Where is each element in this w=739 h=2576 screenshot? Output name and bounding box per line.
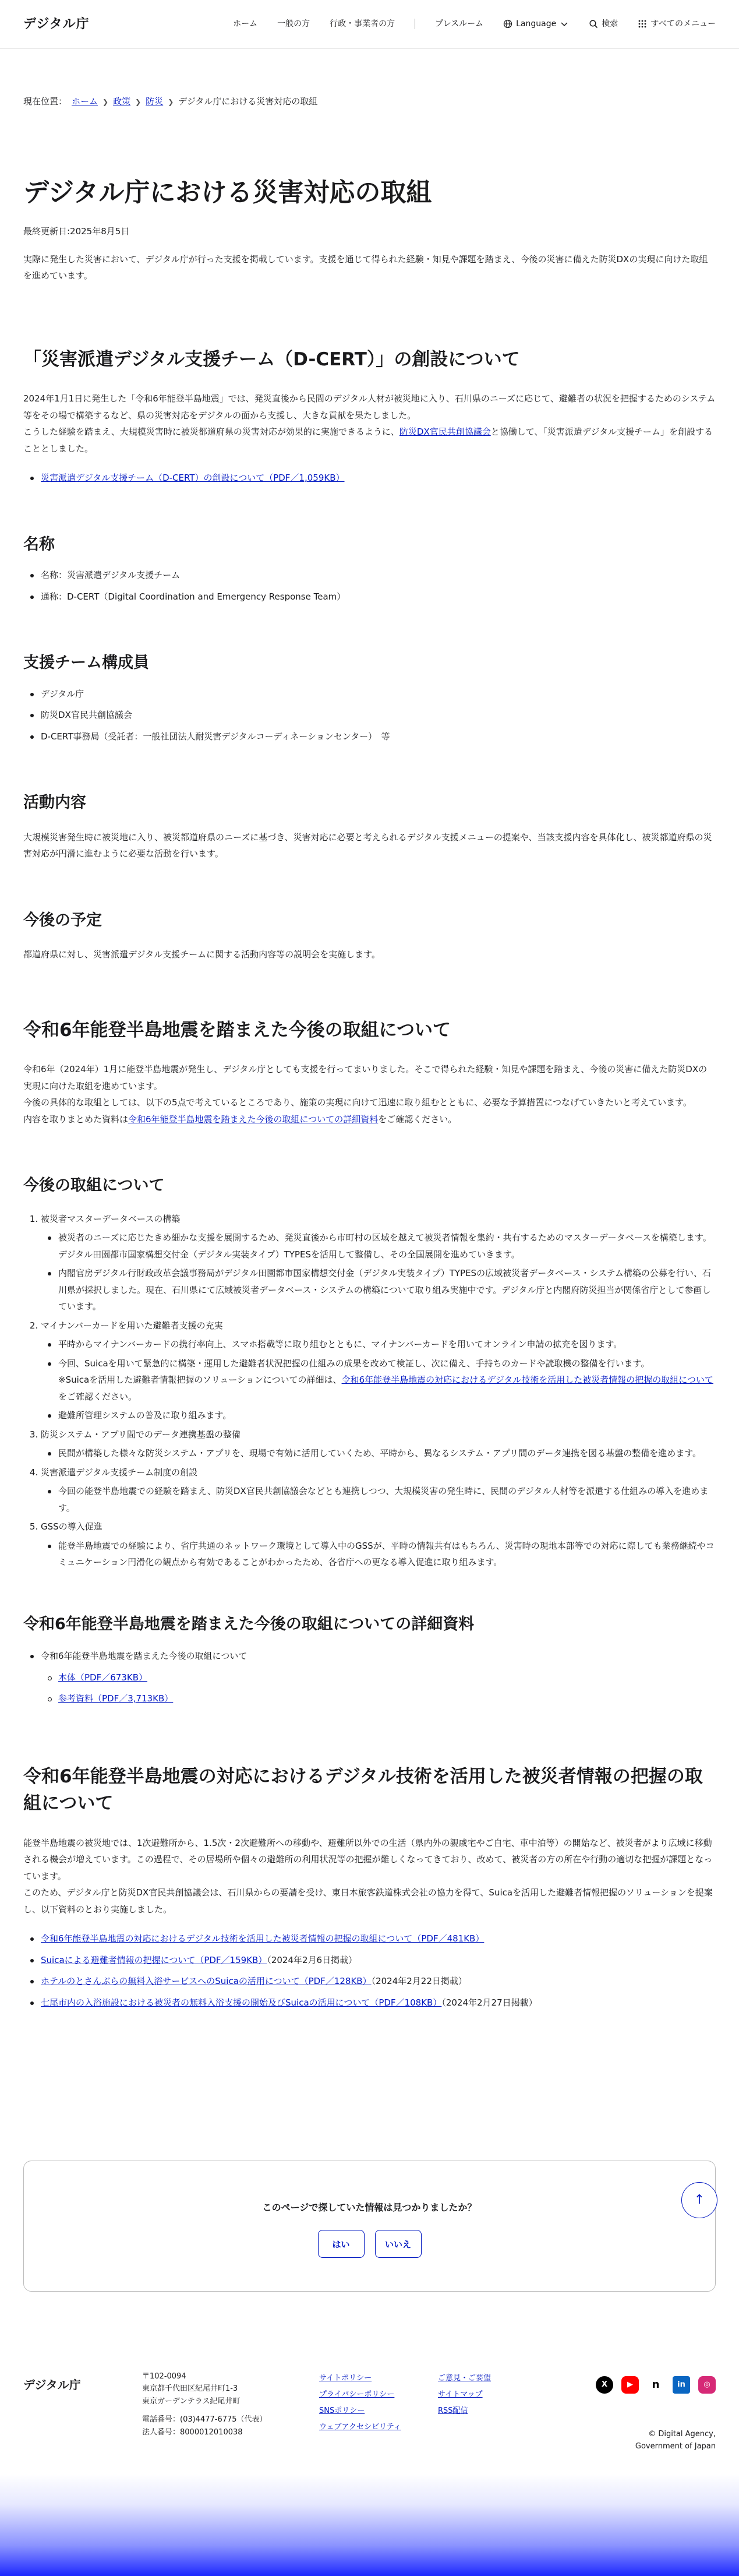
- instagram-icon[interactable]: ◎: [698, 2376, 716, 2394]
- copyright: [635, 2429, 716, 2453]
- globe-icon: [503, 19, 512, 29]
- suica-pdf-link-2[interactable]: Suicaによる避難者情報の把握について（PDF／159KB）: [41, 1954, 267, 1965]
- dcert-paragraph: [23, 390, 716, 457]
- last-updated: 最終更新日:2025年8月5日: [23, 226, 130, 237]
- future-item-title: GSSの導入促進: [41, 1521, 102, 1532]
- list-item: 内閣官房デジタル行財政改革会議事務局がデジタル田園都市国家構想交付金（デジタル実装タイプ）TYPESの広域被災者データベース・システム構築の公募を行い、石川県が採択しました。現在、石川県にて広域被災者データベース・システムの構築について取り組み実施中です。デジタル庁と内閣府防災担当が関係省庁として参画しています。: [41, 1265, 716, 1315]
- back-to-top-button[interactable]: [681, 2182, 717, 2218]
- feedback-box: [23, 2161, 716, 2292]
- chevron-right-icon: ❯: [102, 97, 109, 106]
- menu-grid-icon: [638, 19, 647, 29]
- nav-search-label: 検索: [602, 19, 618, 29]
- list-item: [23, 1930, 716, 1947]
- nav-home[interactable]: ホーム: [233, 19, 258, 29]
- detail-item-label: 令和6年能登半島地震を踏まえた今後の取組について: [41, 1651, 247, 1662]
- footer-link-sns[interactable]: SNSポリシー: [319, 2406, 365, 2415]
- list-item: 防災DX官民共創協議会: [23, 707, 716, 724]
- future-item-title: マイナンバーカードを用いた避難者支援の充実: [41, 1320, 223, 1331]
- list-item: [23, 1648, 716, 1707]
- suica-link-date: （2024年2月6日掲載）: [267, 1954, 358, 1965]
- future-item: [41, 1518, 716, 1571]
- activity-text: 大規模災害発生時に被災地に入り、被災都道府県のニーズに基づき、災害対応に必要と考えられるデジタル支援メニューの提案や、当該支援内容を具体化し、被災都道府県の災害対応が円滑に進むように必要な活動を行います。: [23, 831, 712, 859]
- chevron-right-icon: ❯: [135, 97, 142, 106]
- list-item: [23, 1994, 716, 2011]
- future-item-title: 災害派遣デジタル支援チーム制度の創設: [41, 1467, 198, 1478]
- suica-doc-list: [23, 1930, 716, 2011]
- address-line: 東京都千代田区紀尾井町1-3: [142, 2384, 238, 2394]
- breadcrumb-current: デジタル庁における災害対応の取組: [178, 96, 318, 107]
- list-item: 平時からマイナンバーカードの携行率向上、スマホ搭載等に取り組むとともに、マイナンバーカードを用いてオンライン申請の拡充を図ります。: [41, 1336, 716, 1353]
- footer-gradient: [0, 2474, 739, 2576]
- detail-heading: 令和6年能登半島地震を踏まえた今後の取組についての詳細資料: [23, 1615, 475, 1633]
- dcert-text-1: 2024年1月1日に発生した「令和6年能登半島地震」では、発災直後から民間のデジタル人材が被災地に入り、石川県のニーズに応じて、避難者の状況を把握するためのシステム等をその場で構築するなど、県の災害対応をデジタルの面から支援し、大きな貢献を果たしました。: [23, 393, 716, 421]
- site-footer: [0, 2370, 739, 2576]
- feedback-buttons: [24, 2230, 715, 2258]
- copyright-line: Government of Japan: [635, 2441, 716, 2451]
- social-links: [596, 2376, 716, 2394]
- address-corp-number: 法人番号：8000012010038: [142, 2427, 243, 2437]
- suica-note-link[interactable]: 令和6年能登半島地震の対応におけるデジタル技術を活用した被災者情報の把握の取組について: [341, 1375, 713, 1386]
- noto-paragraph-1: 令和6年（2024年）1月に能登半島地震が発生し、デジタル庁としても支援を行ってまいりました。そこで得られた経験・知見や課題を踏まえ、今後の災害に備えた防災DXの実現に向けた取組を進めています。: [23, 1064, 708, 1091]
- list-item: 民間が構築した様々な防災システム・アプリを、現場で有効に活用していくため、平時から、異なるシステム・アプリ間のデータ連携を図る基盤の整備を進めます。: [41, 1445, 716, 1462]
- detail-main-pdf-link[interactable]: 本体（PDF／673KB）: [58, 1672, 147, 1683]
- nav-pressroom[interactable]: プレスルーム: [435, 19, 484, 29]
- footer-links-2: [438, 2370, 491, 2419]
- list-item: 名称：災害派遣デジタル支援チーム: [23, 567, 716, 584]
- nav-all-menu-label: すべてのメニュー: [650, 19, 716, 29]
- note-icon[interactable]: n: [647, 2376, 664, 2394]
- future-sub-list: [41, 1538, 716, 1571]
- page-lead: 実際に発生した災害において、デジタル庁が行った支援を掲載しています。支援を通じて得られた経験・知見や課題を踏まえ、今後の災害に備えた防災DXの実現に向けた取組を進めています。: [23, 253, 708, 281]
- footer-logo[interactable]: デジタル庁: [23, 2378, 81, 2392]
- address-phone: 電話番号：(03)4477-6775（代表）: [142, 2415, 267, 2425]
- breadcrumb-disaster[interactable]: 防災: [146, 96, 164, 107]
- arrow-up-icon: ↑: [694, 2193, 705, 2208]
- plan-text: 都道府県に対し、災害派遣デジタル支援チームに関する活動内容等の説明会を実施します。: [23, 949, 380, 960]
- noto-text-b: をご確認ください。: [378, 1113, 457, 1125]
- site-header: [0, 0, 739, 49]
- future-item: [41, 1211, 716, 1315]
- suica-paragraph-2: このため、デジタル庁と防災DX官民共創協議会は、石川県からの要請を受け、東日本旅客鉄道株式会社の協力を得て、Suicaを活用した避難者情報把握のソリューションを提案し、以下資料のとおり実施しました。: [23, 1887, 713, 1915]
- noto-detail-link[interactable]: 令和6年能登半島地震を踏まえた今後の取組についての詳細資料: [128, 1113, 379, 1125]
- future-item: [41, 1464, 716, 1517]
- future-item-title: 防災システム・アプリ間でのデータ連携基盤の整備: [41, 1429, 241, 1440]
- noto-text-a: 内容を取りまとめた資料は: [23, 1113, 129, 1125]
- chevron-down-icon: [560, 19, 569, 29]
- footer-link-sitemap[interactable]: サイトマップ: [438, 2390, 483, 2399]
- nav-search[interactable]: [589, 17, 618, 31]
- suica-paragraph-1: 能登半島地震の被災地では、1次避難所から、1.5次・2次避難所への移動や、避難所以外での生活（県内外の親戚宅やご自宅、車中泊等）の開始など、被災者がより広域に移動される機会が増えています。この過程で、その居場所や個々の避難所の利用状況等の把握が難しくなってきており、改めて、被災者の方の所在や行動の適切な把握が課題となっています。: [23, 1837, 713, 1881]
- nav-language-label: Language: [516, 19, 557, 29]
- noto-heading: 令和6年能登半島地震を踏まえた今後の取組について: [23, 1019, 451, 1041]
- name-heading: 名称: [23, 535, 55, 554]
- list-item: デジタル庁: [23, 686, 716, 703]
- future-sub-list: [41, 1336, 716, 1424]
- feedback-yes-button[interactable]: はい: [318, 2230, 365, 2258]
- plan-heading: 今後の予定: [23, 911, 102, 929]
- detail-list: [23, 1648, 716, 1707]
- footer-link-privacy[interactable]: プライバシーポリシー: [319, 2390, 395, 2399]
- breadcrumb: [0, 94, 739, 110]
- members-heading: 支援チーム構成員: [23, 654, 149, 672]
- breadcrumb-policy[interactable]: 政策: [113, 96, 131, 107]
- breadcrumb-home[interactable]: ホーム: [72, 96, 98, 107]
- noto-paragraph-2: 今後の具体的な取組としては、以下の5点で考えているところであり、施策の実現に向けて迅速に取り組むとともに、必要な予算措置につなげていきたいと考えています。: [23, 1097, 692, 1108]
- activity-heading: 活動内容: [23, 794, 86, 812]
- suica-link-date: （2024年2月22日掲載）: [371, 1976, 467, 1987]
- suica-pdf-link-1[interactable]: 令和6年能登半島地震の対応におけるデジタル技術を活用した被災者情報の把握の取組について（PDF／481KB）: [41, 1933, 485, 1944]
- suica-link-date: （2024年2月27日掲載）: [441, 1997, 538, 2008]
- future-sub-list: [41, 1229, 716, 1315]
- future-list: [23, 1211, 716, 1571]
- dcert-text-3: と協働して、「災害派遣デジタル支援チーム」を創設することとしました。: [23, 427, 713, 454]
- future-item-title: 被災者マスターデータベースの構築: [41, 1213, 181, 1224]
- list-item: D-CERT事務局（受託者：一般社団法人耐災害デジタルコーディネーションセンター） 等: [23, 728, 716, 745]
- list-item: 避難所管理システムの普及に取り組みます。: [41, 1407, 716, 1424]
- feedback-question: このページで探していた情報は見つかりましたか？: [262, 2202, 477, 2213]
- suica-note-b: をご確認ください。: [58, 1391, 137, 1402]
- address-line: 東京ガーデンテラス紀尾井町: [142, 2397, 241, 2406]
- nav-language[interactable]: [503, 17, 569, 31]
- breadcrumb-label: 現在位置：: [23, 96, 68, 107]
- list-item: 被災者のニーズに応じたきめ細かな支援を展開するため、発災直後から市町村の区域を越えて被災者情報を集約・共有するためのマスターデータベースを構築します。デジタル田園都市国家構想交付金（デジタル実装タイプ）TYPESを活用して整備し、その全国展開を進めていきます。: [41, 1229, 716, 1263]
- dcert-text-2: こうした経験を踏まえ、大規模災害時に被災都道府県の災害対応が効果的に実施できるように、: [23, 427, 399, 438]
- list-item: [41, 1355, 716, 1405]
- nav-general[interactable]: 一般の方: [277, 19, 310, 29]
- list-item: 能登半島地震での経験により、省庁共通のネットワーク環境として導入中のGSSが、平時の情報共有はもちろん、災害時の現地本部等での対応に際しても業務継続やコミュニケーション円滑化の観点から有効であることがわかったため、各省庁への更なる導入促進に取り組みます。: [41, 1538, 716, 1571]
- x-icon[interactable]: X: [596, 2376, 613, 2394]
- page-title: デジタル庁における災害対応の取組: [23, 177, 432, 207]
- nav-business[interactable]: 行政・事業者の方: [330, 19, 395, 29]
- suica-note-a: ※Suicaを活用した避難者情報把握のソリューションについての詳細は、: [58, 1375, 342, 1386]
- search-icon: [589, 19, 598, 29]
- feedback-no-button[interactable]: いいえ: [375, 2230, 422, 2258]
- global-nav: [233, 17, 716, 31]
- name-list: [23, 567, 716, 605]
- list-item: [23, 1973, 716, 1990]
- footer-link-site-policy[interactable]: サイトポリシー: [319, 2374, 372, 2383]
- list-item: [23, 470, 716, 487]
- footer-link-accessibility[interactable]: ウェブアクセシビリティ: [319, 2422, 401, 2431]
- list-item: 今回の能登半島地震での経験を踏まえ、防災DX官民共創協議会などとも連携しつつ、大規模災害の発生時に、民間のデジタル人材等を派遣する仕組みの導入を進めます。: [41, 1483, 716, 1516]
- address-line: 〒102-0094: [142, 2372, 186, 2381]
- chevron-right-icon: ❯: [168, 97, 174, 106]
- detail-ref-pdf-link[interactable]: 参考資料（PDF／3,713KB）: [58, 1693, 174, 1704]
- youtube-icon[interactable]: ▶: [621, 2376, 639, 2394]
- detail-sub-list: [41, 1669, 716, 1707]
- list-item: [23, 1952, 716, 1969]
- list-item: [41, 1690, 716, 1707]
- footer-links-1: [319, 2370, 401, 2436]
- list-item: [41, 1669, 716, 1686]
- dcert-heading: 「災害派遣デジタル支援チーム（D-CERT）」の創設について: [23, 348, 520, 370]
- footer-link-rss[interactable]: RSS配信: [438, 2406, 468, 2415]
- dcert-doc-list: [23, 470, 716, 487]
- future-sub-list: [41, 1445, 716, 1462]
- copyright-line: © Digital Agency,: [648, 2430, 716, 2438]
- bosai-dx-link[interactable]: 防災DX官民共創協議会: [399, 427, 491, 438]
- suica-pdf-link-3[interactable]: ホテルのとさんぶらの無料入浴サービスへのSuicaの活用について（PDF／128KB）: [41, 1976, 372, 1987]
- footer-address: [142, 2370, 267, 2438]
- list-item: 通称：D-CERT（Digital Coordination and Emergency Response Team）: [23, 589, 716, 605]
- future-heading: 今後の取組について: [23, 1176, 165, 1195]
- footer-link-feedback[interactable]: ご意見・ご要望: [438, 2374, 492, 2383]
- future-item: [41, 1426, 716, 1462]
- noto-paragraph-3: [23, 1111, 716, 1128]
- site-logo[interactable]: デジタル庁: [23, 16, 90, 31]
- suica-pdf-link-4[interactable]: 七尾市内の入浴施設における被災者の無料入浴支援の開始及びSuicaの活用について（PDF／108KB）: [41, 1997, 442, 2008]
- future-item: [41, 1317, 716, 1424]
- members-list: [23, 686, 716, 745]
- list-item-text: 今回、Suicaを用いて緊急的に構築・運用した避難者状況把握の仕組みの成果を改めて検証し、次に備え、手持ちのカードや読取機の整備を行います。: [58, 1358, 650, 1369]
- main-content: [0, 175, 739, 2011]
- future-sub-list: [41, 1483, 716, 1516]
- dcert-pdf-link[interactable]: 災害派遣デジタル支援チーム（D-CERT）の創設について（PDF／1,059KB）: [41, 473, 345, 484]
- suica-heading: 令和6年能登半島地震の対応におけるデジタル技術を活用した被災者情報の把握の取組について: [23, 1766, 703, 1814]
- nav-all-menu[interactable]: [638, 17, 716, 31]
- linkedin-icon[interactable]: in: [673, 2376, 690, 2394]
